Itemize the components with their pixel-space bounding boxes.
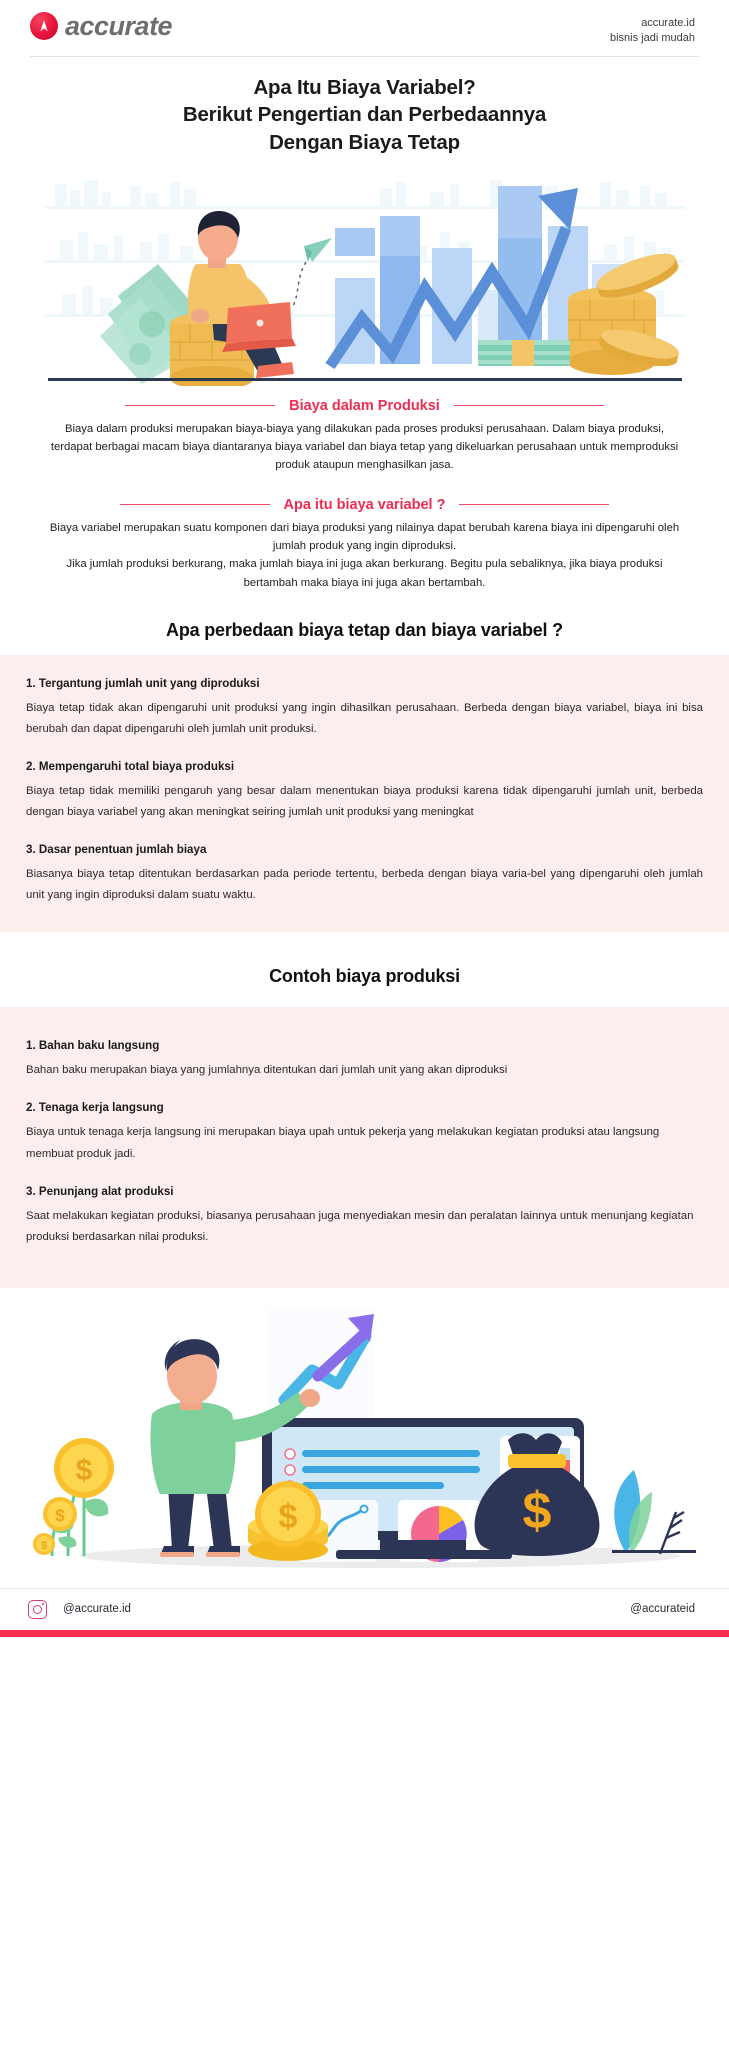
contoh-panel bbox=[0, 1007, 729, 1287]
title-line-2: Berikut Pengertian dan Perbedaannya bbox=[182, 103, 547, 127]
section-heading-row bbox=[38, 398, 691, 414]
item-body: Biaya untuk tenaga kerja langsung ini merupakan biaya upah untuk pekerja yang melakukan kegiatan produksi atau langsung membuat produk jadi. bbox=[26, 1126, 660, 1160]
item-title: 3. Dasar penentuan jumlah biaya bbox=[26, 843, 207, 857]
hero-illustration bbox=[0, 168, 729, 386]
heading-rule-left bbox=[120, 504, 270, 505]
site-url: accurate.id bbox=[641, 17, 695, 29]
header-site-info bbox=[610, 12, 695, 46]
section-heading-text: Apa itu biaya variabel ? bbox=[283, 496, 446, 513]
item-title: 1. Tergantung jumlah unit yang diproduksi bbox=[26, 676, 260, 690]
list-item bbox=[26, 760, 703, 823]
item-title: 3. Penunjang alat produksi bbox=[26, 1184, 174, 1198]
footer-accent-bar bbox=[0, 1630, 729, 1637]
section-biaya-dalam-produksi bbox=[0, 398, 729, 475]
header-divider bbox=[30, 56, 699, 57]
instagram-icon[interactable] bbox=[28, 1600, 47, 1619]
instagram-dot bbox=[42, 1603, 44, 1605]
secondary-handle[interactable]: @accurateid bbox=[630, 1603, 695, 1616]
page-title bbox=[0, 60, 729, 164]
section-heading-row bbox=[38, 497, 691, 513]
item-body: Bahan baku merupakan biaya yang jumlahnya ditentukan dari jumlah unit yang akan diproduksi bbox=[26, 1064, 508, 1077]
list-item bbox=[26, 677, 703, 740]
svg-text:$: $ bbox=[75, 1453, 93, 1487]
title-line-1: Apa Itu Biaya Variabel? bbox=[253, 76, 476, 99]
item-title: 2. Tenaga kerja langsung bbox=[26, 1101, 164, 1115]
section-paragraph: Biaya dalam produksi merupakan biaya-biaya yang dilakukan pada proses produksi perusahaan. Dalam biaya produksi, terdapat berbagai macam biaya diantaranya biaya variabel dan biaya tetap yang dikeluarkan perusahaan untuk memproduksi produk ataupun menghasilkan jasa. bbox=[50, 422, 679, 472]
heading-rule-left bbox=[125, 405, 275, 406]
svg-text:$: $ bbox=[55, 1505, 65, 1525]
site-tagline: bisnis jadi mudah bbox=[610, 31, 695, 44]
list-item bbox=[26, 1185, 703, 1248]
svg-text:$: $ bbox=[522, 1481, 552, 1540]
perbedaan-heading: Apa perbedaan biaya tetap dan biaya variabel ? bbox=[166, 619, 563, 640]
heading-rule-right bbox=[459, 504, 609, 505]
page-header bbox=[0, 0, 729, 60]
list-item bbox=[26, 843, 703, 906]
item-title: 1. Bahan baku langsung bbox=[26, 1039, 160, 1053]
item-title: 2. Mempengaruhi total biaya produksi bbox=[26, 760, 235, 774]
section-heading-text: Biaya dalam Produksi bbox=[289, 397, 440, 414]
item-body: Saat melakukan kegiatan produksi, biasanya perusahaan juga menyediakan mesin dan peralatan lainnya untuk menunjang kegiatan produksi berdasarkan nilai produksi. bbox=[26, 1209, 694, 1243]
footer-illustration bbox=[0, 1288, 729, 1588]
svg-text:$: $ bbox=[40, 1539, 48, 1552]
accurate-flame-icon bbox=[30, 12, 58, 40]
svg-text:$: $ bbox=[278, 1497, 298, 1536]
instagram-handle[interactable]: @accurate.id bbox=[63, 1603, 131, 1616]
contoh-heading: Contoh biaya produksi bbox=[269, 966, 460, 987]
perbedaan-panel bbox=[0, 655, 729, 933]
item-body: Biasanya biaya tetap ditentukan berdasarkan pada periode tertentu, berbeda dengan biaya varia-bel yang dipengaruhi oleh jumlah unit yang ingin diproduksi dalam suatu waktu. bbox=[26, 868, 703, 902]
item-body: Biaya tetap tidak memiliki pengaruh yang besar dalam menentukan biaya produksi karena tidak dipengaruhi jumlah unit, berbeda dengan biaya variabel yang akan meningkat seiring jumlah unit produksi yang meningkat bbox=[26, 785, 703, 819]
section-paragraph-2: Jika jumlah produksi berkurang, maka jumlah biaya ini juga akan berkurang. Begitu pula sebaliknya, jika biaya produksi bertambah maka biaya ini juga akan bertambah. bbox=[66, 558, 663, 589]
title-line-3: Dengan Biaya Tetap bbox=[269, 130, 460, 154]
section-paragraph-1: Biaya variabel merupakan suatu komponen dari biaya produksi yang nilainya dapat berubah karena biaya ini dipengaruhi oleh jumlah produk yang ingin diproduksi. bbox=[49, 521, 680, 552]
brand-logo bbox=[30, 12, 172, 40]
section-perbedaan bbox=[0, 620, 729, 933]
section-contoh bbox=[0, 966, 729, 1287]
page-footer bbox=[0, 1588, 729, 1630]
list-item bbox=[26, 1039, 703, 1081]
instagram-lens bbox=[33, 1605, 42, 1614]
brand-wordmark: accurate bbox=[65, 10, 173, 41]
section-apa-itu-biaya-variabel bbox=[0, 497, 729, 592]
heading-rule-right bbox=[454, 405, 604, 406]
list-item bbox=[26, 1101, 703, 1164]
footer-social bbox=[28, 1600, 131, 1619]
item-body: Biaya tetap tidak akan dipengaruhi unit produksi yang ingin dihasilkan perusahaan. Berbeda dengan biaya variabel, biaya ini bisa berubah dan dapat dipengaruhi oleh jumlah unit produksi. bbox=[26, 701, 703, 735]
